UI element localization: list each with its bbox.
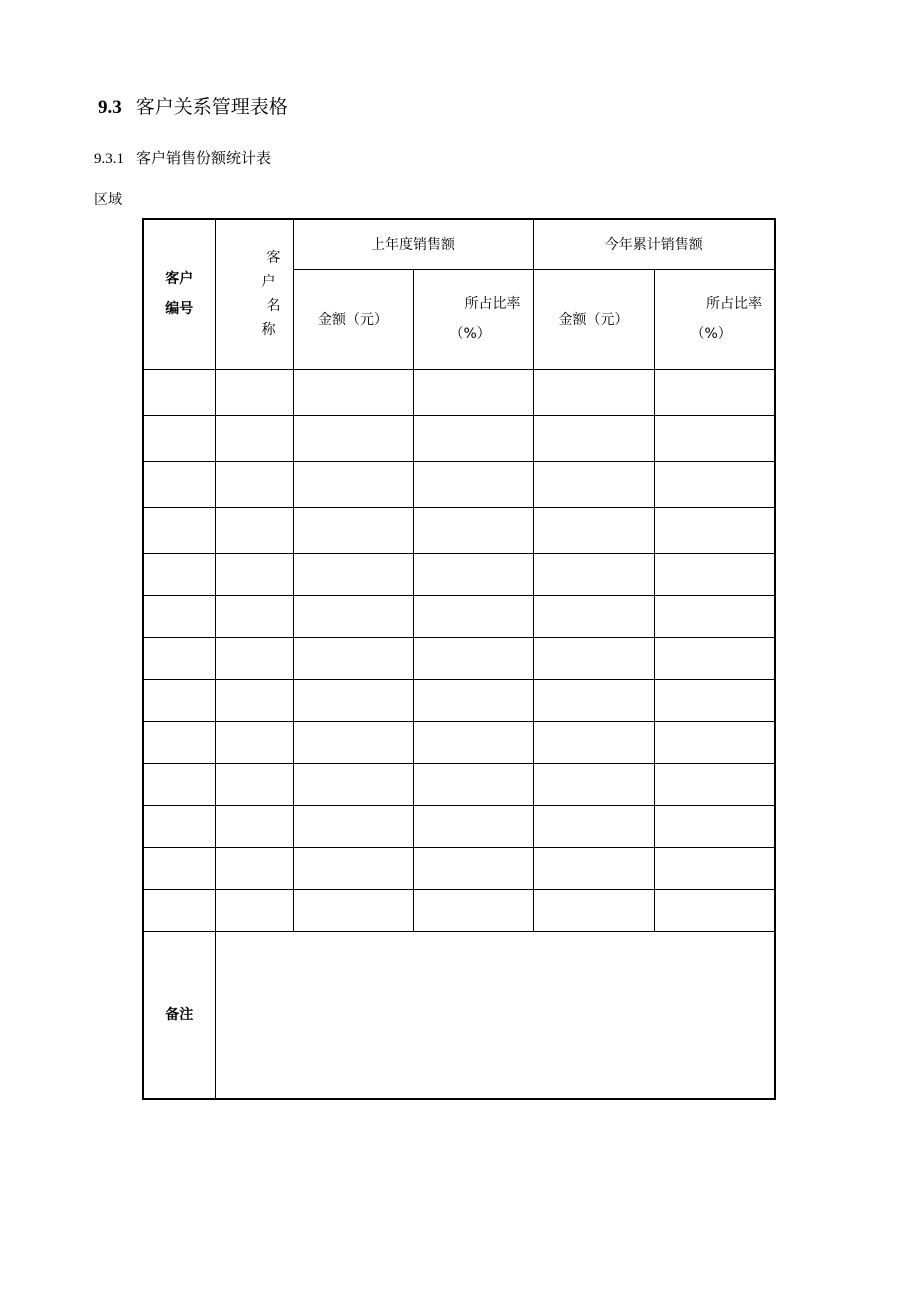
table-cell[interactable]: [654, 595, 775, 637]
table-cell[interactable]: [293, 847, 413, 889]
table-cell[interactable]: [293, 637, 413, 679]
table-cell[interactable]: [215, 415, 293, 461]
table-cell[interactable]: [293, 763, 413, 805]
table-cell[interactable]: [215, 553, 293, 595]
table-cell[interactable]: [143, 461, 215, 507]
table-cell[interactable]: [143, 637, 215, 679]
table-cell[interactable]: [143, 553, 215, 595]
table-cell[interactable]: [413, 415, 533, 461]
table-row: [143, 847, 775, 889]
table-cell[interactable]: [293, 595, 413, 637]
table-cell[interactable]: [413, 679, 533, 721]
table-cell[interactable]: [143, 679, 215, 721]
table-cell[interactable]: [143, 721, 215, 763]
table-cell[interactable]: [533, 847, 654, 889]
subsection-heading: [94, 147, 271, 168]
header-last-year-sales: 上年度销售额: [293, 219, 533, 269]
remarks-label: 备注: [143, 931, 215, 1099]
section-title: 客户关系管理表格: [135, 96, 288, 118]
table-cell[interactable]: [215, 637, 293, 679]
table-cell[interactable]: [293, 721, 413, 763]
table-row: [143, 369, 775, 415]
table-row: [143, 595, 775, 637]
table-cell[interactable]: [143, 889, 215, 931]
table-row: [143, 553, 775, 595]
table-cell[interactable]: [533, 461, 654, 507]
table-cell[interactable]: [215, 679, 293, 721]
table-cell[interactable]: [533, 637, 654, 679]
subsection-title: 客户销售份额统计表: [136, 149, 272, 167]
table-cell[interactable]: [215, 595, 293, 637]
table-cell[interactable]: [143, 507, 215, 553]
table-cell[interactable]: [215, 369, 293, 415]
table-cell[interactable]: [654, 461, 775, 507]
table-cell[interactable]: [293, 805, 413, 847]
table-cell[interactable]: [215, 507, 293, 553]
table-cell[interactable]: [533, 415, 654, 461]
table-cell[interactable]: [413, 507, 533, 553]
table-cell[interactable]: [293, 553, 413, 595]
table-cell[interactable]: [654, 507, 775, 553]
table-cell[interactable]: [293, 415, 413, 461]
table-row: [143, 889, 775, 931]
table-cell[interactable]: [533, 721, 654, 763]
table-row: [143, 461, 775, 507]
table-row: [143, 763, 775, 805]
table-cell[interactable]: [533, 679, 654, 721]
table-cell[interactable]: [215, 461, 293, 507]
header-customer-id: 客户 编号: [143, 219, 215, 369]
table-cell[interactable]: [143, 415, 215, 461]
table-cell[interactable]: [654, 415, 775, 461]
table-cell[interactable]: [413, 637, 533, 679]
table-row: [143, 805, 775, 847]
header-last-year-ratio: 所占比率 （%）: [413, 269, 533, 369]
table-cell[interactable]: [143, 763, 215, 805]
table-cell[interactable]: [143, 369, 215, 415]
table-cell[interactable]: [654, 369, 775, 415]
table-cell[interactable]: [413, 369, 533, 415]
table-cell[interactable]: [413, 721, 533, 763]
table-cell[interactable]: [413, 763, 533, 805]
region-label: 区域: [94, 192, 122, 208]
header-this-year-sales: 今年累计销售额: [533, 219, 775, 269]
table-cell[interactable]: [654, 763, 775, 805]
remarks-field[interactable]: [215, 931, 775, 1099]
table-cell[interactable]: [654, 805, 775, 847]
table-cell[interactable]: [293, 369, 413, 415]
table-cell[interactable]: [533, 507, 654, 553]
table-cell[interactable]: [143, 805, 215, 847]
table-cell[interactable]: [413, 889, 533, 931]
remarks-row: [143, 931, 775, 1099]
section-number: 9.3: [98, 97, 122, 118]
table-cell[interactable]: [293, 889, 413, 931]
table-cell[interactable]: [654, 637, 775, 679]
table-cell[interactable]: [293, 461, 413, 507]
table-cell[interactable]: [413, 847, 533, 889]
header-this-year-amount: 金额（元）: [533, 269, 654, 369]
header-this-year-ratio: 所占比率 （%）: [654, 269, 775, 369]
table-cell[interactable]: [293, 679, 413, 721]
table-cell[interactable]: [533, 369, 654, 415]
table-cell[interactable]: [533, 595, 654, 637]
table-cell[interactable]: [533, 763, 654, 805]
table-row: [143, 721, 775, 763]
section-heading: [98, 92, 288, 119]
table-cell[interactable]: [215, 847, 293, 889]
sales-share-table: [142, 218, 776, 1100]
table-cell[interactable]: [654, 721, 775, 763]
table-cell[interactable]: [654, 889, 775, 931]
table-cell[interactable]: [215, 721, 293, 763]
table-cell[interactable]: [215, 763, 293, 805]
table-cell[interactable]: [215, 889, 293, 931]
table-cell[interactable]: [533, 805, 654, 847]
table-cell[interactable]: [413, 553, 533, 595]
table-cell[interactable]: [293, 507, 413, 553]
header-last-year-amount: 金额（元）: [293, 269, 413, 369]
table-cell[interactable]: [143, 595, 215, 637]
table-row: [143, 637, 775, 679]
table-cell[interactable]: [413, 595, 533, 637]
table-cell[interactable]: [654, 847, 775, 889]
table-cell[interactable]: [533, 553, 654, 595]
subsection-number: 9.3.1: [94, 151, 124, 167]
table-cell[interactable]: [533, 889, 654, 931]
table-cell[interactable]: [413, 805, 533, 847]
header-customer-name: 客 户 名 称: [215, 219, 293, 369]
table-row: [143, 679, 775, 721]
table-row: [143, 507, 775, 553]
table-cell[interactable]: [413, 461, 533, 507]
table-cell[interactable]: [143, 847, 215, 889]
table-row: [143, 415, 775, 461]
table-cell[interactable]: [654, 553, 775, 595]
table-cell[interactable]: [215, 805, 293, 847]
table-cell[interactable]: [654, 679, 775, 721]
